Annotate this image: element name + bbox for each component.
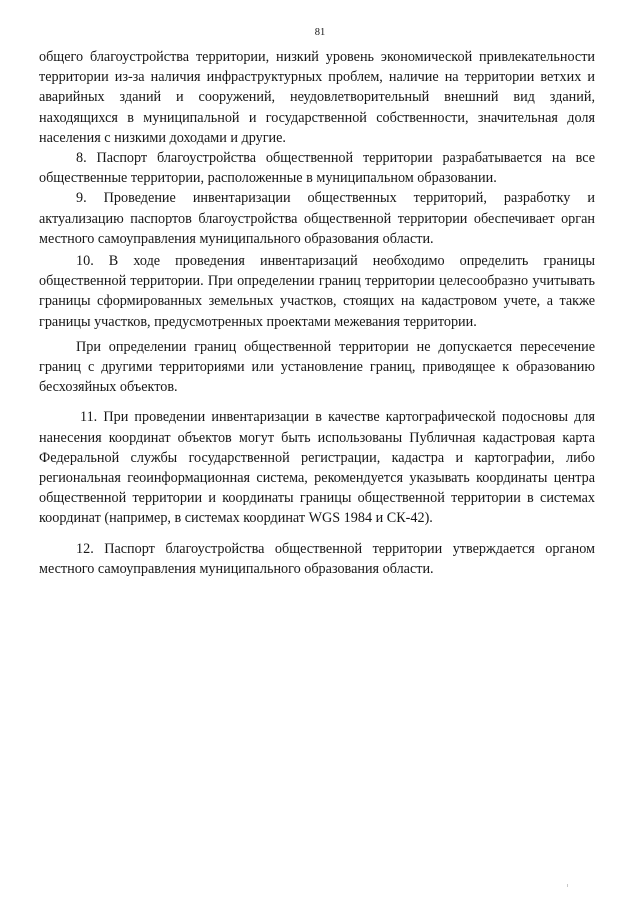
paragraph-item-9: 9. Проведение инвентаризации общественных территорий, разработку и актуализацию паспортов благоустройства общественной территории обеспечивает орган местного самоуправления муниципального образования области.: [39, 190, 595, 247]
paragraph-continuation: общего благоустройства территории, низкий уровень экономической привлекательности территории из-за наличия инфраструктурных проблем, наличие на территории ветхих и аварийных зданий и сооружений, неудовлетворительный внешний вид зданий, находящихся в муниципальной и государственной собственности, значительная доля населения с низкими доходами и другие.: [39, 49, 595, 146]
document-body: [39, 47, 595, 579]
paragraph-item-12: 12. Паспорт благоустройства общественной территории утверждается органом местного самоуправления муниципального образования области.: [39, 540, 595, 577]
paragraph-item-10: 10. В ходе проведения инвентаризаций необходимо определить границы общественной территории. При определении границ территории целесообразно учитывать границы сформированных земельных участков, стоящих на кадастровом учете, а также границы участков, предусмотренных проектами межевания территории.: [39, 253, 595, 330]
scan-mark: [567, 884, 568, 887]
page-number: 81: [314, 27, 326, 38]
paragraph-item-11: 11. При проведении инвентаризации в качестве картографической подосновы для нанесения координат объектов могут быть использованы Публичная кадастровая карта Федеральной службы государственной регистрации, кадастра и картографии, либо региональная геоинформационная система, рекомендуется указывать координаты центра общественной территории и координаты границы общественной территории в системах координат (например, в системах координат WGS 1984 и СК-42).: [39, 409, 595, 527]
paragraph-boundaries: При определении границ общественной территории не допускается пересечение границ с другими территориями или установление границ, приводящее к образованию бесхозяйных объектов.: [39, 338, 595, 396]
paragraph-item-8: 8. Паспорт благоустройства общественной территории разрабатывается на все общественные территории, расположенные в муниципальном образовании.: [39, 150, 595, 187]
